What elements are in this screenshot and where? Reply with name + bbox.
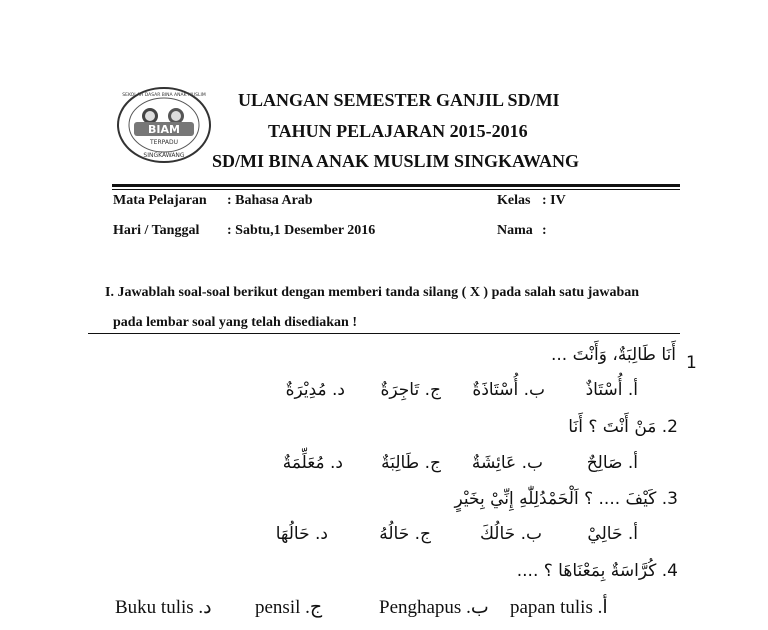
header-title-1: ULANGAN SEMESTER GANJIL SD/MI [238, 90, 560, 110]
q1-option-c: ج. تَاجِرَةٌ [380, 380, 441, 400]
header-title-3: SD/MI BINA ANAK MUSLIM SINGKAWANG [212, 151, 580, 171]
q1-option-d: د. مُدِيْرَةٌ [285, 380, 345, 400]
q2-option-d: د. مُعَلِّمَةٌ [282, 453, 343, 473]
q4-option-a: papan tulis .أ [510, 597, 608, 618]
date-value: : Sabtu,1 Desember 2016 [227, 223, 376, 238]
question-1-text: أَنَا طَالِبَةٌ، وَأَنْتَ ... [550, 345, 676, 365]
question-4-text: 4. كُرَّاسَةٌ بِمَعْنَاهَا ؟ .... [516, 561, 678, 581]
name-value: : [542, 223, 547, 238]
class-value: : IV [542, 193, 566, 208]
school-logo [116, 86, 212, 164]
header-rule-thick [112, 184, 680, 187]
question-1-number: 1 [686, 353, 697, 373]
logo-sub: TERPADU [150, 139, 178, 146]
q4-option-c: pensil .ج [255, 597, 323, 618]
instruction-line-2: pada lembar soal yang telah disediakan ! [113, 315, 358, 330]
logo-city: SINGKAWANG [143, 152, 185, 159]
logo-text: SEKOLAH DASAR BINA ANAK MUSLIM [122, 93, 206, 98]
q2-option-b: ب. عَائِشَةٌ [471, 453, 543, 473]
subject-value: : Bahasa Arab [227, 193, 313, 208]
class-label: Kelas [497, 193, 531, 208]
subject-label: Mata Pelajaran [113, 193, 207, 208]
logo-abbr: BIAM [148, 123, 180, 136]
q3-option-b: ب. حَالُكَ [479, 524, 542, 544]
q1-option-b: ب. أُسْتَاذَةٌ [472, 380, 545, 400]
section-divider [88, 333, 680, 334]
name-label: Nama [497, 223, 533, 238]
date-label: Hari / Tanggal [113, 223, 200, 238]
q3-option-c: ج. حَالُهُ [379, 524, 431, 544]
header-title-2: TAHUN PELAJARAN 2015-2016 [268, 121, 528, 141]
instruction-line-1: I. Jawablah soal-soal berikut dengan memberi tanda silang ( X ) pada salah satu jawaban [105, 285, 640, 300]
question-3-text: 3. كَيْفَ .... ؟ اَلْحَمْدُلِلّٰهِ إِنِّيْ بِخَيْرٍ [454, 489, 678, 509]
question-2-text: 2. مَنْ أَنْتَ ؟ أَنَا [568, 417, 678, 437]
header-rule-thin [112, 189, 680, 190]
q2-option-c: ج. طَالِبَةٌ [381, 453, 441, 473]
q2-option-a: أ. صَالِحٌ [586, 453, 638, 473]
q4-option-d: Buku tulis .د [115, 597, 212, 618]
q3-option-d: د. حَالُهَا [275, 524, 328, 544]
q1-option-a: أ. أُسْتَاذٌ [585, 380, 638, 400]
q4-option-b: Penghapus .ب [379, 597, 489, 618]
q3-option-a: أ. حَالِيْ [587, 524, 638, 544]
